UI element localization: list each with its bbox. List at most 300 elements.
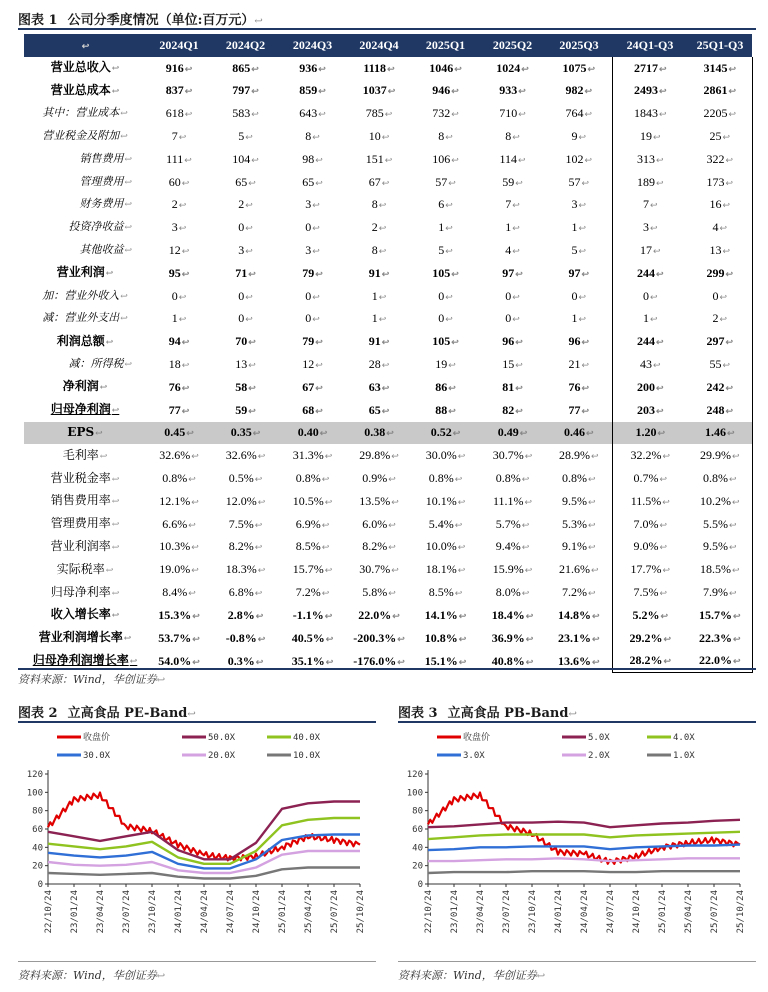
source-text: 资料来源：Wind，华创证券 xyxy=(398,969,537,982)
col-header: 2025Q2 xyxy=(479,34,546,57)
table-cell: 102↩ xyxy=(565,151,593,166)
table-cell: 81↩ xyxy=(502,379,523,394)
table-cell: 1↩ xyxy=(171,311,187,326)
cell-value: 23.1% xyxy=(557,630,591,645)
row-label: 财务费用↩ xyxy=(79,197,132,211)
cell-value: 764 xyxy=(565,106,584,121)
cell-value: 21 xyxy=(568,357,581,372)
x-tick-label: 22/10/24 xyxy=(44,890,54,934)
cell-value: 53.7% xyxy=(158,630,192,645)
cell-value: 70 xyxy=(235,334,248,349)
row-label: 营业税金及附加↩ xyxy=(42,129,128,143)
y-tick-label: 0 xyxy=(417,880,423,890)
cell-value: 0 xyxy=(238,311,245,326)
table-cell: 7↩ xyxy=(171,129,187,144)
table-row xyxy=(24,490,752,513)
cell-value: 583 xyxy=(232,106,251,121)
table-cell: 14.1%↩ xyxy=(424,607,467,622)
table-cell: 1046↩ xyxy=(429,60,462,75)
x-tick-label: 23/07/24 xyxy=(502,890,512,934)
cell-value: 79 xyxy=(302,334,315,349)
row-label-text: 其中：营业成本 xyxy=(42,106,120,120)
cell-value: 2 xyxy=(371,220,378,235)
table-cell: 43↩ xyxy=(612,353,688,376)
eps-row xyxy=(24,422,752,445)
cell-value: 5 xyxy=(438,243,445,258)
cell-value: 242 xyxy=(706,379,725,394)
cell-value: 936 xyxy=(299,60,318,75)
table-cell: 10.3%↩ xyxy=(159,539,199,554)
series-line-band-2 xyxy=(428,832,740,839)
series-line-close-price xyxy=(428,793,740,864)
cell-value: 0.49 xyxy=(497,425,519,440)
cell-value: 31.3% xyxy=(292,448,324,463)
table-cell: 8↩ xyxy=(371,243,387,258)
table-cell: 79↩ xyxy=(302,334,323,349)
cell-value: 10.3% xyxy=(159,539,191,554)
cell-value: 6.0% xyxy=(362,516,388,531)
cell-value: 18 xyxy=(168,357,181,372)
table-cell: 0.46↩ xyxy=(546,422,612,445)
table-cell: 29.9%↩ xyxy=(688,444,752,467)
table-cell: 8↩ xyxy=(305,129,320,144)
table-row xyxy=(24,308,752,331)
x-tick-label: 23/07/24 xyxy=(122,890,132,934)
row-label-text: EPS xyxy=(67,424,95,439)
table-cell: -0.8%↩ xyxy=(225,630,266,645)
cell-value: 643 xyxy=(299,106,318,121)
cell-value: 7.0% xyxy=(633,516,659,531)
cell-value: 40.5% xyxy=(291,630,325,645)
table-cell: 14.8%↩ xyxy=(557,607,600,622)
row-label-text: 加：营业外收入 xyxy=(42,288,120,302)
cell-value: 1075 xyxy=(562,60,587,75)
row-label: 毛利率↩ xyxy=(62,447,108,462)
row-label: 营业总收入↩ xyxy=(50,60,120,75)
table-cell: -176.0%↩ xyxy=(353,653,405,668)
cell-value: 13.5% xyxy=(359,493,391,508)
x-tick-label: 24/04/24 xyxy=(200,890,210,934)
table-cell: 59↩ xyxy=(235,402,256,417)
cell-value: 1843 xyxy=(633,106,658,121)
y-tick-label: 0 xyxy=(37,880,43,890)
cell-value: 12 xyxy=(168,243,181,258)
row-label-text: 净利润 xyxy=(62,379,99,394)
table-cell: 2↩ xyxy=(371,220,387,235)
table-cell: 22.0%↩ xyxy=(358,607,400,622)
table-cell: 8.4%↩ xyxy=(162,585,196,600)
table-cell: 8.2%↩ xyxy=(228,539,263,554)
row-label: 归母净利润↩ xyxy=(50,402,120,417)
cell-value: 0.45 xyxy=(164,425,186,440)
legend-label: 收盘价 xyxy=(463,733,491,743)
table-cell: 5.2%↩ xyxy=(612,604,688,627)
cell-value: 6.9% xyxy=(295,516,321,531)
table-cell: 200↩ xyxy=(612,376,688,399)
table-cell: 106↩ xyxy=(432,151,459,166)
legend-label: 40.0X xyxy=(293,733,321,743)
cell-value: 916 xyxy=(165,60,184,75)
legend-label: 收盘价 xyxy=(83,733,111,743)
row-label-text: 归母净利润增长率 xyxy=(32,653,129,668)
cell-value: 0.8% xyxy=(428,471,454,486)
table-cell: 59↩ xyxy=(502,174,523,189)
table-cell: 9.0%↩ xyxy=(612,536,688,559)
cell-value: 104 xyxy=(232,151,251,166)
table-source: 资料来源：Wind，华创证券↩ xyxy=(18,673,166,686)
cell-value: 22.3% xyxy=(698,630,732,645)
table-cell: 4↩ xyxy=(688,216,752,239)
table-cell: 322↩ xyxy=(688,148,752,171)
table-cell: 0↩ xyxy=(438,311,453,326)
row-label: 加：营业外收入↩ xyxy=(42,288,128,302)
table-row xyxy=(24,239,752,262)
table-cell: 18.1%↩ xyxy=(425,562,466,577)
table-cell: 19↩ xyxy=(612,125,688,148)
cell-value: 710 xyxy=(499,106,518,121)
cell-value: 105 xyxy=(432,334,451,349)
table-cell: 70↩ xyxy=(235,334,256,349)
cell-value: 189 xyxy=(636,174,655,189)
table-cell: 77↩ xyxy=(168,402,190,417)
cell-value: 8 xyxy=(505,129,512,144)
row-label-text: 营业利润 xyxy=(56,265,105,280)
table-cell: 1↩ xyxy=(571,220,587,235)
x-tick-label: 25/04/24 xyxy=(684,890,694,934)
table-cell: 151↩ xyxy=(365,151,393,166)
row-label: 归母净利润增长率↩ xyxy=(32,653,138,668)
cell-value: 1037 xyxy=(362,83,387,98)
table-row xyxy=(24,353,752,376)
table-cell: 22.3%↩ xyxy=(688,627,752,650)
cell-value: 3 xyxy=(305,197,312,212)
cell-value: 4 xyxy=(505,243,512,258)
legend-label: 5.0X xyxy=(588,733,610,743)
cell-value: 58 xyxy=(235,379,248,394)
x-tick-label: 25/10/24 xyxy=(356,890,366,934)
pb-band-svg xyxy=(398,724,756,956)
table-cell: 7↩ xyxy=(505,197,520,212)
cell-value: 18.3% xyxy=(225,562,257,577)
table-cell: 785↩ xyxy=(365,106,393,121)
cell-value: 785 xyxy=(365,106,384,121)
table-cell: 25↩ xyxy=(688,125,752,148)
table-row xyxy=(24,262,752,285)
table-cell: -1.1%↩ xyxy=(292,607,333,622)
cell-value: 12.1% xyxy=(159,493,191,508)
table-cell: 5↩ xyxy=(238,129,253,144)
row-label-text: 归母净利率 xyxy=(50,584,111,599)
row-label: 其他收益↩ xyxy=(79,243,132,257)
cell-value: 1 xyxy=(571,311,578,326)
table-cell: 5↩ xyxy=(571,243,587,258)
cell-value: 12.0% xyxy=(225,493,257,508)
table-cell: 114↩ xyxy=(499,151,526,166)
cell-value: 96 xyxy=(568,334,581,349)
cell-value: 30.7% xyxy=(492,448,524,463)
row-label-text: 归母净利润 xyxy=(50,402,111,417)
cell-value: 10.1% xyxy=(425,493,457,508)
cell-value: 0 xyxy=(438,288,445,303)
table-row xyxy=(24,171,752,194)
table-row xyxy=(24,604,752,627)
table-cell: 297↩ xyxy=(688,330,752,353)
cell-value: -0.8% xyxy=(225,630,257,645)
table-cell: 982↩ xyxy=(565,83,593,98)
table-cell: 764↩ xyxy=(565,106,593,121)
table-row xyxy=(24,376,752,399)
table-row xyxy=(24,581,752,604)
table-cell: 29.8%↩ xyxy=(359,448,399,463)
table-cell: 710↩ xyxy=(499,106,526,121)
table-cell: 12.0%↩ xyxy=(225,493,266,508)
table-cell: 15.7%↩ xyxy=(292,562,333,577)
cell-value: 40.8% xyxy=(491,653,525,668)
row-label: 利润总额↩ xyxy=(56,333,114,348)
cell-value: 1 xyxy=(505,220,512,235)
cell-value: 0.7% xyxy=(633,471,659,486)
cell-value: 173 xyxy=(706,174,725,189)
cell-value: 0.40 xyxy=(297,425,319,440)
cell-value: 2205 xyxy=(703,106,728,121)
table-cell: 7.2%↩ xyxy=(561,585,596,600)
cell-value: 7.2% xyxy=(561,585,587,600)
cell-value: 1 xyxy=(571,220,578,235)
table-row xyxy=(24,399,752,422)
table-cell: 1037↩ xyxy=(362,83,396,98)
table-cell: 1↩ xyxy=(612,308,688,331)
table-cell: 8↩ xyxy=(505,129,520,144)
table-cell: 94↩ xyxy=(168,334,190,349)
cell-value: 17.7% xyxy=(630,562,662,577)
cell-value: 71 xyxy=(235,265,248,280)
cell-value: 322 xyxy=(706,151,725,166)
table-cell: 17↩ xyxy=(612,239,688,262)
cell-value: 0 xyxy=(305,311,312,326)
figure-caption: 公司分季度情况（单位:百万元） xyxy=(67,13,255,28)
cell-value: 6 xyxy=(438,197,445,212)
table-cell: 17.7%↩ xyxy=(612,558,688,581)
x-tick-label: 23/04/24 xyxy=(476,890,486,934)
table-cell: 13↩ xyxy=(688,239,752,262)
table-cell: 0.5%↩ xyxy=(228,471,263,486)
row-label-text: 实际税率 xyxy=(56,561,105,576)
cell-value: 1 xyxy=(171,311,178,326)
cell-value: 15.1% xyxy=(424,653,458,668)
table-cell: 9.4%↩ xyxy=(495,539,530,554)
cell-value: 618 xyxy=(165,106,184,121)
row-label-text: 营业总收入 xyxy=(50,60,111,75)
cell-value: 9.4% xyxy=(495,539,521,554)
table-cell: 865↩ xyxy=(232,60,259,75)
table-cell: 15.7%↩ xyxy=(688,604,752,627)
table-row xyxy=(24,558,752,581)
table-cell: 583↩ xyxy=(232,106,259,121)
cell-value: 732 xyxy=(432,106,451,121)
cell-value: 0 xyxy=(712,288,719,303)
cell-value: 17 xyxy=(639,243,652,258)
cell-value: 244 xyxy=(636,334,655,349)
pb-band-chart xyxy=(398,724,756,956)
cell-value: 7 xyxy=(171,129,178,144)
row-label: 其中：营业成本↩ xyxy=(42,106,128,120)
table-cell: 0↩ xyxy=(438,288,453,303)
cell-value: 4 xyxy=(712,220,719,235)
table-cell: 6↩ xyxy=(438,197,453,212)
table-cell: 76↩ xyxy=(168,379,190,394)
table-row xyxy=(24,467,752,490)
cell-value: 8.0% xyxy=(495,585,521,600)
table-cell: 732↩ xyxy=(432,106,459,121)
cell-value: 65 xyxy=(235,174,248,189)
table-cell: 242↩ xyxy=(688,376,752,399)
x-tick-label: 24/07/24 xyxy=(226,890,236,934)
cell-value: 76 xyxy=(568,379,581,394)
cell-value: 8.5% xyxy=(428,585,454,600)
cell-value: 299 xyxy=(706,265,725,280)
cell-value: 88 xyxy=(435,402,448,417)
col-header: 2024Q4 xyxy=(346,34,412,57)
table-cell: 65↩ xyxy=(302,174,323,189)
table-cell: 9.5%↩ xyxy=(561,493,596,508)
table-cell: 7.2%↩ xyxy=(295,585,330,600)
table-cell: 0.8%↩ xyxy=(561,471,596,486)
table-cell: 23.1%↩ xyxy=(557,630,600,645)
table-cell: 13↩ xyxy=(235,357,256,372)
cell-value: 946 xyxy=(432,83,451,98)
row-label: 销售费用↩ xyxy=(79,151,132,165)
table-cell: 1843↩ xyxy=(612,102,688,125)
table-cell: 5.8%↩ xyxy=(362,585,396,600)
table-cell: 10.1%↩ xyxy=(425,493,466,508)
cell-value: 0.9% xyxy=(362,471,388,486)
x-tick-label: 25/01/24 xyxy=(278,890,288,934)
row-label: 净利润↩ xyxy=(62,379,108,394)
table-cell: 3↩ xyxy=(305,243,320,258)
table-cell: 1↩ xyxy=(438,220,453,235)
table-cell: 643↩ xyxy=(299,106,326,121)
table-cell: 97↩ xyxy=(568,265,590,280)
table-row xyxy=(24,216,752,239)
cell-value: 97 xyxy=(502,265,515,280)
table-row xyxy=(24,80,752,103)
cell-value: 200 xyxy=(636,379,655,394)
table-cell: 54.0%↩ xyxy=(158,653,200,668)
row-label: EPS↩ xyxy=(24,422,146,445)
cell-value: 68 xyxy=(302,402,315,417)
table-cell: 0↩ xyxy=(305,311,320,326)
table-row xyxy=(24,330,752,353)
cell-value: 0.8% xyxy=(495,471,521,486)
cell-value: 28.9% xyxy=(558,448,590,463)
row-label-text: 收入增长率 xyxy=(50,607,111,622)
quarterly-financials-table xyxy=(24,34,753,673)
x-tick-label: 23/10/24 xyxy=(148,890,158,934)
table-cell: 0↩ xyxy=(571,288,587,303)
x-tick-label: 25/04/24 xyxy=(304,890,314,934)
cell-value: 60 xyxy=(168,174,181,189)
table-cell: 1075↩ xyxy=(562,60,596,75)
cell-value: 203 xyxy=(636,402,655,417)
x-tick-label: 25/07/24 xyxy=(710,890,720,934)
series-line-band-4 xyxy=(428,858,740,861)
cell-value: 1118 xyxy=(363,60,387,75)
table-cell: 5.3%↩ xyxy=(561,516,596,531)
table-row xyxy=(24,536,752,559)
table-cell: 55↩ xyxy=(688,353,752,376)
table-cell: 6.0%↩ xyxy=(362,516,396,531)
cell-value: 19 xyxy=(435,357,448,372)
table-cell: 91↩ xyxy=(368,265,390,280)
x-tick-label: 25/01/24 xyxy=(658,890,668,934)
table-cell: 86↩ xyxy=(435,379,456,394)
table-cell: 1024↩ xyxy=(496,60,529,75)
table-cell: 12↩ xyxy=(302,357,323,372)
cell-value: 10.5% xyxy=(292,493,324,508)
table-cell: 2↩ xyxy=(171,197,187,212)
table-cell: 36.9%↩ xyxy=(491,630,534,645)
chart2-bottom-rule xyxy=(18,961,376,962)
row-label: 归母净利率↩ xyxy=(50,584,120,599)
table-row xyxy=(24,125,752,148)
cell-value: 3 xyxy=(171,220,178,235)
y-tick-label: 80 xyxy=(412,806,423,817)
cell-value: 2.8% xyxy=(227,607,255,622)
table-cell: 28.9%↩ xyxy=(558,448,599,463)
cell-value: 7.5% xyxy=(228,516,254,531)
table-cell: 1.46↩ xyxy=(688,422,752,445)
table-row xyxy=(24,513,752,536)
table-cell: 5.4%↩ xyxy=(428,516,463,531)
table-cell: 88↩ xyxy=(435,402,456,417)
cell-value: 32.6% xyxy=(225,448,257,463)
cell-value: 13 xyxy=(235,357,248,372)
row-label-text: 营业利润增长率 xyxy=(38,630,123,645)
cell-value: 12 xyxy=(302,357,315,372)
cell-value: 11.5% xyxy=(630,493,662,508)
cell-value: 5 xyxy=(571,243,578,258)
table-cell: 797↩ xyxy=(232,83,259,98)
table-cell: 3↩ xyxy=(571,197,587,212)
cell-value: 15.7% xyxy=(698,607,732,622)
cell-value: 0.38 xyxy=(364,425,386,440)
table-cell: 1↩ xyxy=(571,311,587,326)
figure-caption: 立高食品 PE-Band xyxy=(67,706,188,721)
cell-value: 105 xyxy=(432,265,451,280)
table-cell: 53.7%↩ xyxy=(158,630,200,645)
chart3-source: 资料来源：Wind，华创证券↩ xyxy=(398,969,546,982)
legend-label: 2.0X xyxy=(588,751,610,761)
table-cell: 0.9%↩ xyxy=(362,471,396,486)
table-cell: 1.20↩ xyxy=(612,422,688,445)
cell-value: 67 xyxy=(302,379,315,394)
table-cell: 2↩ xyxy=(688,308,752,331)
cell-value: 30.0% xyxy=(425,448,457,463)
table-cell: 40.5%↩ xyxy=(291,630,334,645)
table-cell: 8.2%↩ xyxy=(362,539,396,554)
cell-value: 32.2% xyxy=(630,448,662,463)
table-bottom-rule xyxy=(18,668,756,670)
cell-value: 1 xyxy=(438,220,445,235)
col-header: 2024Q1 xyxy=(146,34,212,57)
table-cell: 57↩ xyxy=(435,174,456,189)
cell-value: 9.1% xyxy=(561,539,587,554)
cell-value: 98 xyxy=(302,151,315,166)
table-cell: 2205↩ xyxy=(688,102,752,125)
table-cell: 22.0%↩ xyxy=(688,650,752,673)
table-cell: 0.8%↩ xyxy=(495,471,530,486)
table-cell: 9.5%↩ xyxy=(688,536,752,559)
